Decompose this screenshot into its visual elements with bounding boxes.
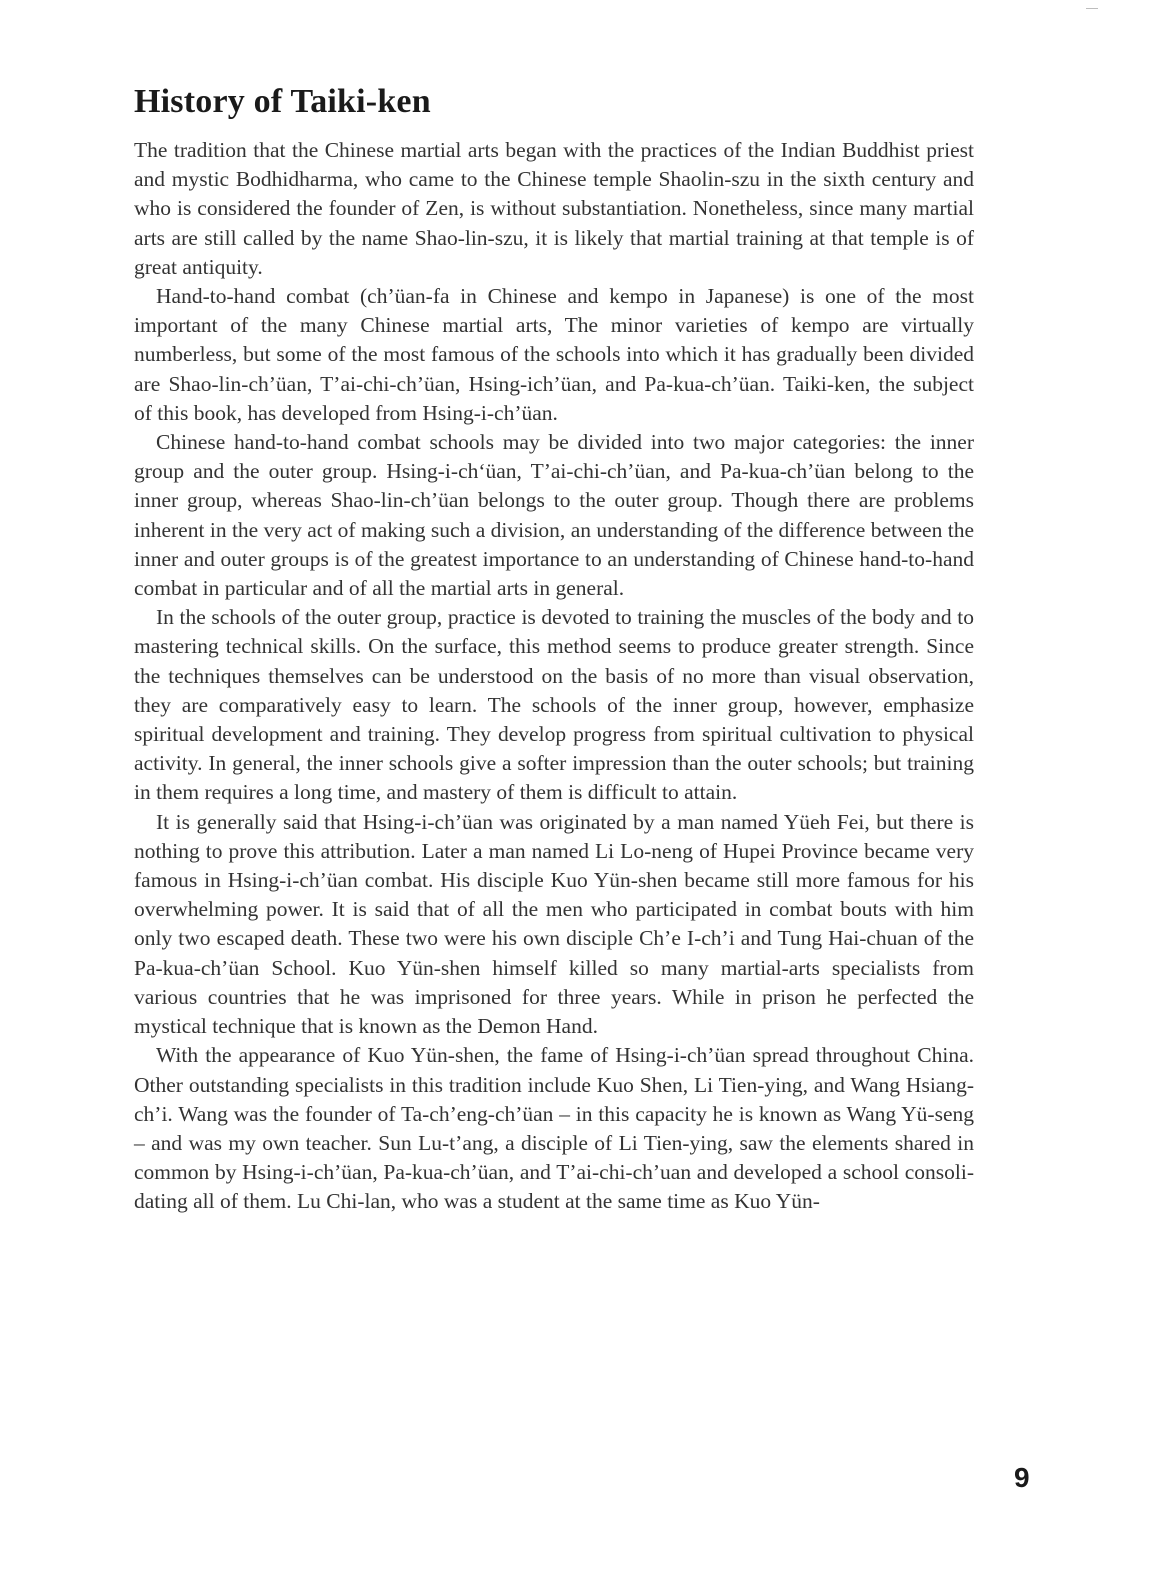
paragraph: Hand-to-hand combat (ch’üan-fa in Chinese and kempo in Japanese) is one of the most important of the many Chinese martial arts, The minor varieties of kempo are virtually numberless, but some of the most famous of the schools into which it has gradually been divided are Shao-lin-ch’üan, T’ai-chi-ch’üan, Hsing-ich’üan, and Pa-kua-ch’üan. Taiki-ken, the subject of this book, has developed from Hsing-i-ch’üan. — [134, 284, 974, 425]
body-text — [134, 136, 974, 1217]
paragraph: Chinese hand-to-hand combat schools may be divided into two major categories: the inner group and the outer group. Hsing-i-ch‘üan, T’ai-chi-ch’üan, and Pa-kua-ch’üan belong to the inner group, whereas Shao-lin-ch’üan belongs to the outer group. Though there are problems inherent in the very act of making such a division, an understanding of the difference between the inner and outer groups is of the greatest importance to an understanding of Chinese hand-to-hand combat in particular and of all the martial arts in general. — [134, 430, 974, 601]
paragraph: With the appearance of Kuo Yün-shen, the fame of Hsing-i-ch’üan spread throughout China. Other outstanding specialists in this tradition include Kuo Shen, Li Tien-ying, and Wang Hsiang-ch’i. Wang was the founder of Ta-ch’eng-ch’üan – in this capacity he is known as Wang Yü-seng – and was my own teacher. Sun Lu-t’ang, a disciple of Li Tien-ying, saw the elements shared in common by Hsing-i-ch’üan, Pa-kua-ch’üan, and T’ai-chi-ch’uan and developed a school consolidating all of them. Lu Chi-lan, who was a student at the same time as Kuo Yün- — [134, 1043, 974, 1214]
paragraph: In the schools of the outer group, practice is devoted to training the muscles of the body and to mastering technical skills. On the surface, this method seems to produce greater strength. Since the techniques themselves can be understood on the basis of no more than visual observation, they are comparatively easy to learn. The schools of the inner group, however, emphasize spiritual development and training. They develop progress from spiritual cultivation to physical activity. In general, the inner schools give a softer impression than the outer schools; but training in them requires a long time, and mastery of them is difficult to attain. — [134, 605, 974, 805]
scan-mark — [1086, 8, 1098, 9]
paragraph: It is generally said that Hsing-i-ch’üan was originated by a man named Yüeh Fei, but there is nothing to prove this attribution. Later a man named Li Lo-neng of Hupei Province became very famous in Hsing-i-ch’üan combat. His disciple Kuo Yün-shen became still more famous for his overwhelming power. It is said that of all the men who participated in combat bouts with him only two escaped death. These two were his own disciple Ch’e I-ch’i and Tung Hai-chuan of the Pa-kua-ch’üan School. Kuo Yün-shen himself killed so many martial-arts specialists from various countries that he was imprisoned for three years. While in prison he perfected the mystical technique that is known as the Demon Hand. — [134, 809, 974, 1039]
page-title: History of Taiki-ken — [134, 83, 431, 120]
page-number: 9 — [1014, 1462, 1030, 1493]
paragraph: The tradition that the Chinese martial arts began with the practices of the Indian Buddhist priest and mystic Bodhidharma, who came to the Chinese temple Shaolin-szu in the sixth century and who is considered the founder of Zen, is without substantiation. Nonetheless, since many martial arts are still called by the name Shao-lin-szu, it is likely that martial training at that temple is of great antiquity. — [134, 138, 974, 279]
